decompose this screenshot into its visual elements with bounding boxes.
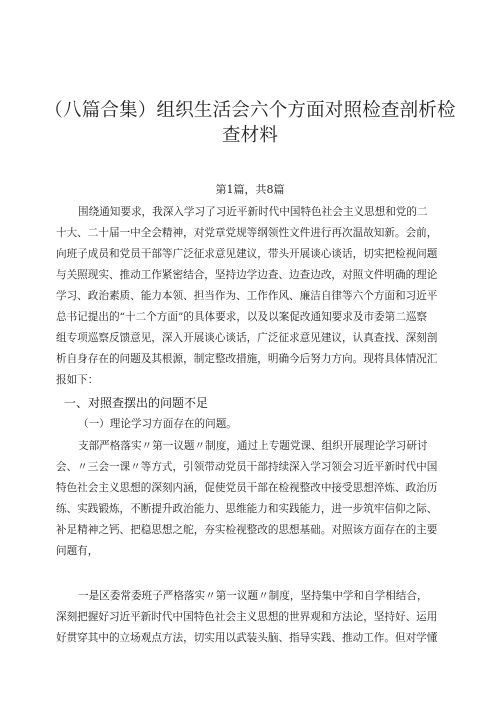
body-line: 一是区委常委班子严格落实〃第一议题〃制度，坚持集中学和自学相结合， [78, 590, 428, 602]
intro-line: 析自身存在的问题及其根源，制定整改措施，明确今后努力方向。现将具体情况汇 [56, 353, 438, 365]
intro-line: 与关照现实、推动工作紧密结合，坚持边学边查、边查边改，对照文件明确的理论 [56, 269, 438, 281]
intro-line: 总书记提出的“十二个方面”的具体要求，以及以案促改通知要求及市委第二巡察 [56, 311, 428, 323]
body-line: 问题有， [56, 545, 99, 557]
body-line: 补足精神之钙、把稳思想之舵，夯实检视整改的思想基础。对照该方面存在的主要 [56, 524, 438, 536]
section-heading: 一、对照查摆出的问题不足 [64, 396, 209, 410]
body-line: 特色社会主义思想的深刻内涵，促使党员干部在检视整改中接受思想淬炼、政治历 [56, 482, 438, 494]
body-line: 练、实践锻炼，不断提升政治能力、思维能力和实践能力，进一步筑牢信仰之际、 [56, 503, 438, 515]
document-title-line1: （八篇合集）组织生活会六个方面对照检查剖析检 [44, 100, 456, 121]
intro-line: 组专项巡察反馈意见，深入开展谈心谈话，广泛征求意见建议，认真查找、深刻剖 [56, 332, 438, 344]
intro-line: 围绕通知要求，我深入学习了习近平新时代中国特色社会主义思想和党的二 [78, 206, 428, 218]
body-line: 会、〃三会一课〃等方式，引领带动党员干部持续深入学习领会习近平新时代中国 [56, 461, 438, 473]
intro-line: 学习、政治素质、能力本领、担当作为、工作作风、廉洁自律等六个方面和习近平 [56, 290, 438, 302]
body-line: 好贯穿其中的立场观点方法，切实用以武装头脑、指导实践、推动工作。但对学懂 [56, 632, 438, 644]
section-subheading: （一）理论学习方面存在的问题。 [78, 418, 237, 430]
body-line: 支部严格落实〃第一议题〃制度，通过上专题党课、组织开展理论学习研讨 [78, 440, 428, 452]
page-indicator: 第1篇，共8篇 [215, 183, 285, 196]
intro-line: 十大、二十届一中全会精神，对党章党规等纲领性文件进行再次温故知新。会前， [56, 227, 438, 239]
intro-line: 报如下： [56, 374, 99, 386]
document-title-line2: 查材料 [221, 125, 279, 146]
intro-line: 向班子成员和党员干部等广泛征求意见建议，带头开展谈心谈话，切实把检视问题 [56, 248, 438, 260]
body-line: 深刻把握好习近平新时代中国特色社会主义思想的世界观和方法论，坚持好、运用 [56, 611, 438, 623]
